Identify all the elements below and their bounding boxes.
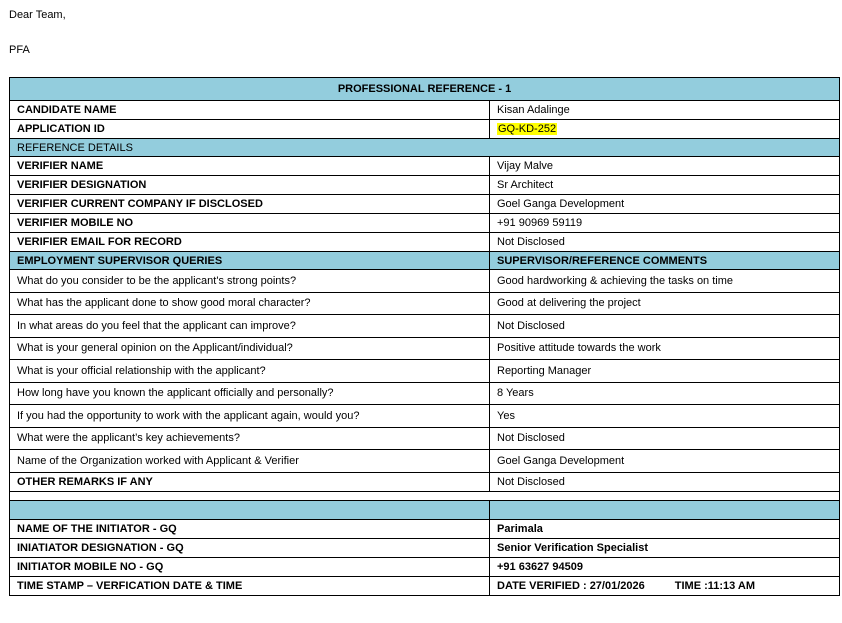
professional-reference-table xyxy=(9,77,840,596)
table-title: PROFESSIONAL REFERENCE - 1 xyxy=(10,78,840,101)
reference-details-header-row xyxy=(10,139,840,157)
timestamp-value xyxy=(490,576,840,595)
greeting-text: Dear Team, xyxy=(9,9,66,21)
verifier-row xyxy=(10,214,840,233)
initiator-row xyxy=(10,557,840,576)
initiator-row xyxy=(10,538,840,557)
query-question: Name of the Organization worked with Applicant & Verifier xyxy=(10,450,490,473)
query-answer: Yes xyxy=(490,405,840,428)
initiator-value: Senior Verification Specialist xyxy=(490,538,840,557)
query-answer: Good hardworking & achieving the tasks on time xyxy=(490,270,840,293)
query-row xyxy=(10,382,840,405)
verifier-value: +91 90969 59119 xyxy=(490,214,840,233)
query-row xyxy=(10,292,840,315)
query-question: What were the applicant’s key achievements? xyxy=(10,427,490,450)
verifier-row xyxy=(10,233,840,252)
verifier-label: VERIFIER EMAIL FOR RECORD xyxy=(10,233,490,252)
query-question: What has the applicant done to show good moral character? xyxy=(10,292,490,315)
query-question: In what areas do you feel that the applicant can improve? xyxy=(10,315,490,338)
other-remarks-row xyxy=(10,472,840,491)
query-answer: Reporting Manager xyxy=(490,360,840,383)
query-row xyxy=(10,427,840,450)
verifier-value: Not Disclosed xyxy=(490,233,840,252)
initiator-label: INIATIATOR DESIGNATION - GQ xyxy=(10,538,490,557)
query-question: How long have you known the applicant officially and personally? xyxy=(10,382,490,405)
query-row xyxy=(10,360,840,383)
pfa-text: PFA xyxy=(9,44,30,56)
blank-spacer-cell xyxy=(10,491,840,500)
queries-header-row xyxy=(10,252,840,270)
application-id-label: APPLICATION ID xyxy=(10,120,490,139)
verifier-row xyxy=(10,157,840,176)
queries-header-right: SUPERVISOR/REFERENCE COMMENTS xyxy=(490,252,840,270)
verifier-row xyxy=(10,176,840,195)
verifier-row xyxy=(10,195,840,214)
candidate-name-row xyxy=(10,101,840,120)
query-row xyxy=(10,337,840,360)
query-row xyxy=(10,450,840,473)
query-answer: Not Disclosed xyxy=(490,315,840,338)
table-title-row xyxy=(10,78,840,101)
date-verified: DATE VERIFIED : 27/01/2026 xyxy=(497,579,645,592)
query-row xyxy=(10,315,840,338)
verifier-label: VERIFIER DESIGNATION xyxy=(10,176,490,195)
other-remarks-label: OTHER REMARKS IF ANY xyxy=(10,472,490,491)
reference-details-header: REFERENCE DETAILS xyxy=(10,139,840,157)
initiator-label: INITIATOR MOBILE NO - GQ xyxy=(10,557,490,576)
application-id-value: GQ-KD-252 xyxy=(498,123,557,135)
verifier-label: VERIFIER NAME xyxy=(10,157,490,176)
query-answer: 8 Years xyxy=(490,382,840,405)
application-id-cell xyxy=(490,120,840,139)
application-id-row xyxy=(10,120,840,139)
verifier-label: VERIFIER MOBILE NO xyxy=(10,214,490,233)
initiator-value: Parimala xyxy=(490,519,840,538)
candidate-name-value: Kisan Adalinge xyxy=(490,101,840,120)
timestamp-label: TIME STAMP – VERFICATION DATE & TIME xyxy=(10,576,490,595)
queries-header-left: EMPLOYMENT SUPERVISOR QUERIES xyxy=(10,252,490,270)
query-answer: Not Disclosed xyxy=(490,427,840,450)
initiator-label: NAME OF THE INITIATOR - GQ xyxy=(10,519,490,538)
initiator-row xyxy=(10,519,840,538)
query-row xyxy=(10,270,840,293)
timestamp-row xyxy=(10,576,840,595)
verifier-value: Goel Ganga Development xyxy=(490,195,840,214)
candidate-name-label: CANDIDATE NAME xyxy=(10,101,490,120)
query-question: What do you consider to be the applicant's strong points? xyxy=(10,270,490,293)
query-answer: Positive attitude towards the work xyxy=(490,337,840,360)
blank-header-row xyxy=(10,500,840,519)
blank-spacer-row xyxy=(10,491,840,500)
verifier-value: Sr Architect xyxy=(490,176,840,195)
time-verified: TIME :11:13 AM xyxy=(674,579,756,592)
verifier-value: Vijay Malve xyxy=(490,157,840,176)
query-row xyxy=(10,405,840,428)
query-question: What is your official relationship with the applicant? xyxy=(10,360,490,383)
other-remarks-value: Not Disclosed xyxy=(490,472,840,491)
blank-header-cell-left xyxy=(10,500,490,519)
query-question: What is your general opinion on the Applicant/individual? xyxy=(10,337,490,360)
query-question: If you had the opportunity to work with the applicant again, would you? xyxy=(10,405,490,428)
initiator-value: +91 63627 94509 xyxy=(490,557,840,576)
blank-header-cell-right xyxy=(490,500,840,519)
query-answer: Goel Ganga Development xyxy=(490,450,840,473)
query-answer: Good at delivering the project xyxy=(490,292,840,315)
verifier-label: VERIFIER CURRENT COMPANY IF DISCLOSED xyxy=(10,195,490,214)
